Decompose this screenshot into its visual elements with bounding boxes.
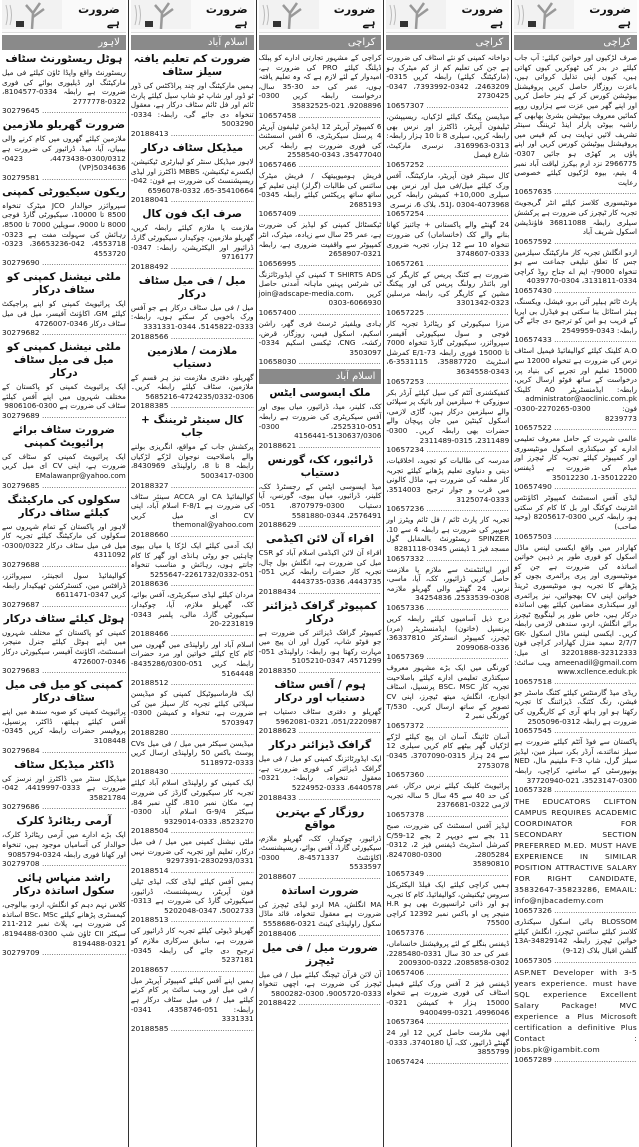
section-city-bar: لاہور xyxy=(2,35,126,50)
ad-body: کنفیکشنری آئٹم کی سیل کیلئے آرڈر بکر سوزوکی + سیلزمین اور بائیک پر سپلائی والے سیلزمین درکار ہیں، گاڑی لازمی، اسکول کینٹین میں جان پہچان والے حضرات بھی رابطہ کریں۔ 0300-2311489، 0315-2311489 xyxy=(386,387,510,445)
ad-body: میڈ ایسوسی ایٹس کے رجسٹرڈ کک، کلینر، ڈرائیور، میاں بیوی، گورنس، آیا دستیاب 0300-8707979، 051-2576491، 0344-5581880 xyxy=(258,481,382,520)
ad-code: 10657349 ..... xyxy=(386,869,509,879)
ad-body: تجربہ کار پارٹ ٹائم / فل ٹائم ویٹرز اور سویپر کی ضرورت ہے رابطہ 4 سے 10، SPINZER ریسٹورنٹ بالمقابل گول مسجد فیز 1 ڈیفنس 0345-8281118 xyxy=(386,515,510,553)
ad-code: 20188413 ..... xyxy=(131,129,254,139)
classified-ad xyxy=(2,759,126,813)
ad-code: 20188422 ..... xyxy=(259,998,382,1008)
ad-body: ابھی ملازمت حاصل کریں 12 اور 24 گھنٹے ڈرائیور، کک، آیا 3740180، 0333-3855799 xyxy=(386,1028,510,1057)
ad-body: ایک بڑے ادارے میں آرمی ریٹائرڈ کلرک، حوالدار کی آسامیاں موجود ہیں، تنخواہ اور کھانا فوری رابطہ 0324-9085794 xyxy=(2,830,126,859)
classified-ad xyxy=(514,543,637,687)
ad-body: کوالیفائیڈ CA اور ACCA سینئر سٹاف کی ضرورت ہے F-8/1 اسلام آباد، اپنی CV ای میل کریں themonal@yahoo.com xyxy=(130,491,254,530)
classified-ad xyxy=(386,821,509,879)
header-tree-icon xyxy=(386,0,446,33)
ad-heading: ملک ایسوسی ایٹس xyxy=(269,387,371,400)
ad-body: پرائیویٹ کلینک کیلئے نرس درکار، عمر کی حد 40 سے 45 سال 5 سالہ تجربہ لازمی 0322-2376681 xyxy=(386,781,510,810)
classified-ad xyxy=(131,640,254,688)
classified-ad xyxy=(386,456,509,514)
ad-code: 20188434 ..... xyxy=(259,587,382,597)
ad-code: 20188566 ..... xyxy=(131,332,254,342)
classified-ad xyxy=(386,515,509,563)
ad-code: 10657592 ..... xyxy=(514,237,637,247)
ad-body: پارٹ ٹائم ہیلپر آئی برو، فیشل، ویکسنگ، ہیئر اسٹائل بنا سکتی ہو فیڈرل بی ایریا کے قریب ہو اس کو ترجیح دی جائے گی رابطہ: 0343-2549959 xyxy=(514,297,637,335)
ad-body-english: THE EDUCATORS CLIFTON CAMPUS REQUIRES ACADEMIC COORDINATOR FOR SECONDARY SECTION PREFERRED M.ED. MUST HAVE EXPERIENCE IN SIMILAR POSITION ATTRACTIVE SALARY FOR RIGHT CANDIDATE, 35832647-35823286, EMAAIL: info@njbacademy.com xyxy=(514,797,637,906)
classified-ad xyxy=(2,613,126,676)
classified-ad xyxy=(2,815,126,869)
ad-body: آن لائن قرآن ٹیچنگ کیلئے میل / فی میل ٹیچرز کی ضرورت ہے، اچھی تنخواہ 0333-9005720، 0300-5800282 xyxy=(258,969,382,998)
section-city-bar: اسلام آباد xyxy=(131,35,254,50)
ad-code: 20188466 ..... xyxy=(131,629,254,639)
ad-body: کمپنی کو پاکستان کے مختلف شہروں میں اپنے ہوٹل کیلئے جنرل منیجر، اسسٹنٹ، اکاؤنٹ آفیسر، سیکیورٹی درکار 0346-4726007 xyxy=(2,627,126,666)
ad-code: 10657328 ..... xyxy=(514,785,637,795)
ad-code: 30279686 ..... xyxy=(2,802,126,812)
ad-body: کراچی کے مشہور تجارتی ادارے کو پبلک ڈیلنگ کیلئے PRO کی ضرورت ہے، امیدوار کے لئے لازم ہے کہ وہ تعلیم یافتہ ہوں، عمر کی حد 30-35 سال، درخواست رابطہ کریں 0300-9208896، 021-35832525 xyxy=(258,53,382,110)
classified-ad xyxy=(386,53,509,111)
column-header xyxy=(386,0,509,33)
ad-code: 10657261 ..... xyxy=(386,259,509,269)
classified-ad xyxy=(514,796,637,916)
classified-ad xyxy=(259,942,382,1009)
ad-code: 10657364 ..... xyxy=(386,1017,509,1027)
classified-ad xyxy=(514,737,637,795)
column-4 xyxy=(128,0,256,1147)
ad-body: لاہور میڈیکل سنٹر کو لیبارٹری ٹیکنیشن، ایکسرے ٹیکنیشن، MBBS ڈاکٹرز اور لیڈی ریسپشنسٹ کی ضرورت ہے فون: 042-35410664-65، 0332-6596078 xyxy=(130,156,254,195)
ad-body: میڈیسن سیکٹر میں میل / فی میل CVs پوسٹ باکس 50 راولپنڈی ارسال کریں 0333-5118972 xyxy=(130,738,254,767)
ad-body: ریسٹورنٹ واقع واپڈا ٹاؤن کیلئے فی میل مارکیٹنگ اور ڈیلیوری بوائے کی فوری ضرورت ہے رابطہ 0334-8104577، 0322-2777778 xyxy=(2,68,126,106)
ad-body-english: ASP.NET Developer with 3-5 years experience. must have SQL experience Excellent Salary Package! MVC experience a Plus Microsoft certification a definitive Plus Contact : jobs.pk@igambit.com xyxy=(514,967,637,1054)
ad-body: A.O کلینک کیلئے کوالیفائیڈ فیمیل اسٹاف نرس کی ضرورت ہے تنخواہ 12000 سے 15000 تعلیم اور تجربے کی بنیاد پر، درخواست کے ساتھ فوٹو ارسال کریں، رابطہ: ایڈمنسٹریٹر AO کلینک administrator@aoclinic.com.pk فون: 0300-2270265-0300-8239773 xyxy=(514,346,637,423)
ad-code: 10657360 ..... xyxy=(386,770,509,780)
ad-body: فریش ہومیوپیتھک / فریش میٹرک سائنس کی طالبات (گرلز) اپنی تعلیم کے ساتھ ساتھ پریکٹس کیلئے رابطہ 0345-2685193 xyxy=(258,170,382,209)
ad-heading: ڈاکٹر میڈیکل سٹاف xyxy=(14,758,114,771)
classified-ad xyxy=(386,112,509,170)
classified-ad xyxy=(259,53,382,121)
ad-code: 20188492 ..... xyxy=(131,262,254,272)
ad-body: کلاس نہم دہم کو انگلش، اردو، بیالوجی، کیمسٹری پڑھانے کیلئے BSc، MSc اساتذہ کی ضرورت ہے، پلاٹ نمبر 212-211 سیکٹر CII ٹاؤن شپ 0300-8194488، 0321-8194488 xyxy=(2,900,126,948)
classified-ad xyxy=(514,346,637,433)
ad-heading: ہوم / آفس سٹاف دستیاب اور درکار xyxy=(274,678,366,704)
classified-ad xyxy=(514,297,637,345)
classified-ad xyxy=(514,917,637,965)
ad-code: 10657400 ..... xyxy=(259,308,382,318)
ad-body: مدرسہ کی طالبات کو تجوید، اخلاقیات، دینی و دنیاوی تعلیم پڑھانے کیلئے تجربہ کار معلمہ کی ضرورت ہے، ماڈل کالونی میں قرب و جوار ترجیح 3514003، 0333-3125074 xyxy=(386,456,510,504)
classified-ad xyxy=(131,837,254,876)
classified-ad xyxy=(386,565,509,613)
ad-code: 10657236 ..... xyxy=(386,504,509,514)
ad-code: 30279684 ..... xyxy=(2,746,126,756)
ad-code: 10657254 ..... xyxy=(386,209,509,219)
ad-code: 10657490 ..... xyxy=(514,482,637,492)
ad-code: 30279683 ..... xyxy=(2,666,126,676)
ad-code: 20188512 ..... xyxy=(131,678,254,688)
ad-body: 24 گھنٹے والے پاکستانی + چائنیز کھانا بنانے والے کک (خانساماں) کی ضرورت تنخواہ 10 سے 12 ہزار، تجربہ ضروری 0333-3748607 xyxy=(386,220,510,259)
ad-heading: ضرورت کم تعلیم یافتہ سیلز سٹاف xyxy=(133,53,251,78)
ad-code: 20188430 ..... xyxy=(131,767,254,777)
column-2 xyxy=(383,0,511,1147)
classified-ad xyxy=(259,387,382,450)
ad-code: 10657378 ..... xyxy=(386,810,509,820)
ad-code: 30279690 ..... xyxy=(2,258,126,268)
ad-code: 10657376 ..... xyxy=(386,928,509,938)
ad-body: گھریلو، دفتری ملازمت نیز ہر قسم کے ملازمین، سٹاف کیلئے رابطہ کریں۔ 0306-4724235/0332-5685216 xyxy=(130,372,254,401)
classified-ad xyxy=(386,270,509,318)
ad-heading: ہوٹل کیلئے سٹاف درکار xyxy=(3,612,125,625)
classified-ad xyxy=(386,388,509,456)
column-header xyxy=(2,0,126,33)
classified-ad xyxy=(259,739,382,802)
ad-code: 10657305 ..... xyxy=(514,956,637,966)
ad-body: میڈیسن پیکنگ کیلئے لڑکیاں، ریسیپشن، ٹیلیفون آپریٹر، ڈاکٹرز اور نرس بھی رابطہ کریں، سیلری 8 تا 10 ہزار رابطہ: 0313-3169963، نرسری مارکیٹ، شارع فیصل xyxy=(386,111,510,160)
ad-body: ڈرائیور، چوکیدار، کک، گھریلو ملازم، سیکیورٹی گارڈ، آفس بوائے، ریسپشنسٹ، اکاؤنٹنٹ 4571337-8، 0300-5533597 xyxy=(258,833,382,872)
classified-ad xyxy=(131,275,254,342)
section-city-bar: کراچی xyxy=(514,35,637,50)
ad-body: 6 کمپیوٹر آپریٹر 12 ایڈمن ٹیلیفون آپریٹر 4 پرسنل سیکریٹری، 6 آفس اسسٹنٹ کی فوری ضرورت ہے رابطہ کریں 35477040، 0343-2558540 xyxy=(258,121,382,160)
classified-ad xyxy=(131,53,254,139)
header-wanted-label: ضرورت ہے xyxy=(78,3,120,29)
ad-body: ایک پرائیویٹ کمپنی کو پاکستان کے مختلف شہروں میں اپنے آفس کیلئے سٹاف کی ضرورت ہے 0300-9806106 xyxy=(2,382,126,411)
ad-code: 20188504 ..... xyxy=(131,826,254,836)
ad-body: میڈیکل سنٹر میں ڈاکٹرز اور نرسز کی ضرورت ہے 0333-4419997، 042-35821784 xyxy=(2,773,126,802)
ad-body: لاہور اور پاکستان کے تمام شہروں سے سکولوں کی مارکیٹنگ کیلئے تجربہ کار میل فی میل سٹاف درکار 0300/0322-4311092 xyxy=(2,521,126,560)
classified-ad xyxy=(514,688,637,736)
ad-heading: صرف ایک فون کال xyxy=(142,208,243,221)
header-tree-icon xyxy=(131,0,191,33)
ad-body: ٹیکسٹائل کمپنی کو لیڈیز کی ضرورت ہے، عمر 25 سال سے زیادہ، میٹرک، انٹر کمپیوٹر سے واقفیت ضروری ہے، رابطہ 0321-2658907 xyxy=(258,220,382,259)
ad-heading: میڈیکل سٹاف درکار xyxy=(141,141,244,154)
ad-heading: کمپیوٹر گرافک ڈیزائنر درکار xyxy=(263,599,377,625)
classified-ad xyxy=(2,341,126,421)
ad-code: 10657433 ..... xyxy=(514,335,637,345)
ad-body: سپروائزر حوالدار JCO میٹرک تنخواہ 8500 تا 10000، سیکیورٹی گارڈ فوجی 8000 تا 9000، سویلین 7000 تا 8500، رہائش کی سہولت مفت ہے 0323-4553718، 042-36653236، 0323-4553720 xyxy=(2,200,126,258)
classified-ad xyxy=(259,679,382,736)
ad-body: ملازمین کیلئے گھروں میں کام کرنے والی بیبیاں، آیا، میڈ، ڈرائیور کی ضرورت ہے 0300/0312-4473438، 0423-5034636(VP) xyxy=(2,134,126,173)
ad-code: 20188607 ..... xyxy=(259,872,382,882)
header-wanted-label: ضرورت ہے xyxy=(333,3,376,29)
ad-code: 30279708 ..... xyxy=(2,859,126,869)
header-wanted-label: ضرورت ہے xyxy=(205,3,248,29)
ad-body: ریڈی میڈ گارمنٹس کیلئے کٹنگ ماسٹر جو فیشن، رنگ کٹنگ، ڈیزائننگ کا تجربہ رکھتا ہو اور ہاتھ آری کے کاریگروں کی ضرورت ہے رابطہ 0312-2505096 xyxy=(514,687,637,726)
ad-code: 20188660 ..... xyxy=(131,530,254,540)
ad-code: 10657326 ..... xyxy=(514,906,637,916)
ad-body: ڈیفنس بنگلے کے لئے پروفیشنل خانساماں، عمر کی حد 30 سال 0331-2285480، 0302-2085858، 0322-2009300 xyxy=(386,938,510,968)
column-header xyxy=(514,0,637,33)
ad-code: 30279685 ..... xyxy=(2,481,126,491)
ad-body: عالمی شہرت کے حامل معروف تعلیمی ادارے کو سیکنڈری اسکول مونٹیسوری اور کمپیوٹر کیلئے تجربہ کار ٹیچرز اور میڈم کی ضرورت ہے ڈیفنس 35012220-1، 35012230 xyxy=(514,434,637,482)
classified-ad xyxy=(131,492,254,540)
classified-ad xyxy=(386,614,509,662)
ad-heading: اقراء آن لائن اکیڈمی xyxy=(266,533,374,546)
classified-ad xyxy=(259,806,382,882)
classified-ad xyxy=(131,590,254,638)
classified-ad xyxy=(386,939,509,978)
column-5 xyxy=(0,0,128,1147)
classified-ad xyxy=(259,220,382,268)
ad-heading: گرافک ڈیزائنر درکار xyxy=(268,739,372,752)
classified-ad xyxy=(131,778,254,836)
ad-body: میل / فی میل سٹاف درکار ہے جو آفس ورک باخوبی کر سکتے ہوں، رابطہ: 0333-5145822، 0344-3331331 xyxy=(130,302,254,331)
ad-body: کوالیفائیڈ سول انجینئر، سپروائزر، ڈرافٹس مین، کنسٹرکشن ٹھیکیدار رابطہ کریں 0347-6611471 xyxy=(2,571,126,600)
ad-body: درج ذیل آسامیوں کیلئے رابطہ کریں پرنسپل (خاتون) ایڈمنسٹریٹر (مرد) ٹیچرز، کمپیوٹر انسٹرکٹر 36337810، 0336-2099068 xyxy=(386,613,510,652)
header-wanted-label: ضرورت ہے xyxy=(589,3,631,29)
classified-ad xyxy=(259,533,382,596)
classified-ad xyxy=(514,493,637,541)
section-city-bar: کراچی xyxy=(386,35,509,50)
classified-ad xyxy=(386,979,509,1027)
ad-body: لیڈیز آفس اسسٹنٹ کی ضرورت، صبح 11 بجے سے دوپہر 2 بجے C/59-12 کمرشل اسٹریٹ ڈیفنس فیز 2، 0312-2805284، 0300-8247080، 35890810 xyxy=(386,821,510,869)
column-1 xyxy=(511,0,639,1147)
ad-code: 10657545 ..... xyxy=(514,726,637,736)
ad-body: مردان کیلئے لیڈی سیکریٹری، آفس بوائے، کک، گھریلو ملازم، آیا، چوکیدار، سیکیورٹی گارڈ، مالی، پلمبر 0343-2231819-20 xyxy=(130,590,254,629)
classified-ad xyxy=(514,434,637,492)
section-city-bar: اسلام آباد xyxy=(259,369,382,384)
ad-code: 30279682 ..... xyxy=(2,328,126,338)
ad-body: BLOSSOM ہائی اسکول سیکنڈری کلاسز کیلئے سائنس ٹیچرز، انگلش کیلئے خواتین ٹیچرز رابطہ 34829142-13A گلشن اقبال بلاک (12-9) xyxy=(514,917,637,955)
ad-body: T SHIRTS ADS کمپنی کی ایڈورٹائزنگ ٹی شرٹس پہنیں ماہانہ آمدنی حاصل کریں join@adscape-media.com، 0303-6066930 xyxy=(258,269,382,308)
ad-code: 10657253 ..... xyxy=(386,377,509,387)
ad-body: گھریلو و دفتری سٹاف دستیاب ہے 051/2220987، 0321-5962081 xyxy=(258,706,382,726)
ad-body: MA انگلش، MA اردو لیڈی ٹیچرز کی ضرورت ہے معقول تنخواہ، قائد ماڈل سکول راولپنڈی کینٹ 0321-5558686 xyxy=(258,899,382,929)
column-3 xyxy=(256,0,384,1147)
ad-body: اردو انگلش تجربہ کار مارکیٹنگ سیلزمین جس کا تعلق تبلیغی جماعت سے ہو تنخواہ 9000/- ایم اے جناح روڈ کراچی 0334-3131811، 0304-4039770 xyxy=(514,247,637,286)
ad-body: ایک کمپنی کو راولپنڈی اسلام آباد کیلئے تجربہ کار سیکیورٹی گارڈز کی ضرورت ہے، مکان نمبر 810، گلی نمبر 84، سیکٹر G-9/4 اسلام آباد 0300-8523270، 0333-9329014 xyxy=(130,778,254,826)
classified-ad xyxy=(131,541,254,589)
ad-heading: روزگار کے بہترین مواقع xyxy=(275,805,365,831)
ad-body: گھریلو ڈیوٹی کیلئے تجربہ کار ڈرائیور کی ضرورت ہے، سابق سرکاری ملازم کو ترجیح دی جائے گی رابطہ 0345-5237181 xyxy=(130,926,254,965)
classified-ad xyxy=(386,663,509,731)
ad-heading: کمپنی کو میل فی میل سٹاف درکار xyxy=(5,679,123,705)
ad-body: انور ایپائنٹمنٹ سے ملازم یا ملازمت حاصل کریں ڈرائیور، کک، آیا، ماسی، نرس، 24 گھنٹے والی گھریلو ملازمہ 0308-2533539، 34254836 xyxy=(386,564,510,603)
classified-ad xyxy=(386,171,509,219)
ad-code: 30279709 ..... xyxy=(2,948,126,958)
ad-body: پرائیویٹ کمپنی کو صوبہ سندھ میں اپنے آفس کیلئے ہیلتھ، ڈاکٹر، پرنسپل، پروفیسر حضرات رابطہ کریں 0345-3108448 xyxy=(2,707,126,745)
ad-heading: ملازمت / ملازمین دستیاب xyxy=(147,344,238,370)
ad-body: پرکشش جاب کے مواقع، انگریزی بولنے والے باصلاحیت نوجوان لڑکے لڑکیاں رابطہ 8 تا 8، راولپنڈی 8430969، 0300-5003417 xyxy=(130,442,254,481)
ad-code: 10657234 ..... xyxy=(386,445,509,455)
ad-code: 20188514 ..... xyxy=(131,866,254,876)
ad-body: ایک پرائیویٹ کمپنی کو سٹاف کی ضرورت ہے، اپنی CV ای میل کریں EMalawanpr@yahoo.com xyxy=(2,451,126,481)
ad-code: 10657518 ..... xyxy=(514,677,637,687)
ad-body: کک، کلینر، میڈ، ڈرائیور، میاں بیوی اور آفس سیکریٹری کی ضرورت ہے رابطہ 051-2525310، 0300-5130637/0306-4156441 xyxy=(258,402,382,441)
ad-body: کال سینٹر فون آپریٹر، مارکیٹنگ، آفس ورک کیلئے میل/فی میل اور نرس بھی سیلری 10,000+ کمیشن رابطہ کریں 51J، 0304-4073968، بلاک 6، نرسری xyxy=(386,170,510,209)
classified-ad xyxy=(259,171,382,219)
ad-body: مرزا سیکیورٹی کو ریٹائرڈ تجربہ کار فوجی و سول سیکیورٹی آفیسر، سپروائزر، سیکیورٹی گارڈ تنخواہ 7000 تا 15000 فوری رابطہ E/1-73 کمرشل اسٹریٹ 35887720، 3531115-6، 0343-3634558 xyxy=(386,319,510,377)
classified-ad xyxy=(2,571,126,610)
ad-code: 30279645 ..... xyxy=(2,106,126,116)
ad-body: آسان ٹائپنگ آسان ان پیج کیلئے لڑکے لڑکیاں گھر بیٹھے کام کریں سیلری 12 سے 24 ہزار 0315-3707090، 0345-2753078 xyxy=(386,731,510,770)
ad-body: ہمیں کراچی کیلئے ایک فیلڈ الیکٹریکل سروس ٹیکنیشن، کوالیفائیڈ، کام کا تجربہ ہو اور ذاتی ٹرانسپورٹ بھی ہو H.R منیجر پی او باکس نمبر 12392 کراچی 75500 xyxy=(386,879,510,928)
ad-code: 10657424 ..... xyxy=(386,1057,509,1067)
ad-heading: کال سینٹر ٹریننگ + جاب xyxy=(141,414,244,440)
classified-ad xyxy=(386,319,509,387)
ad-heading: آرمی ریٹائرڈ کلرک xyxy=(16,815,112,828)
header-tree-icon xyxy=(514,0,574,33)
ad-code: 10656995 ..... xyxy=(259,259,382,269)
ad-body: اقراء آن لائن اکیڈمی اسلام آباد کو CSR میل کی ضرورت ہے، انگلش بول چال، تجربہ کار حضرات رابطہ کریں 051-4443735، 0336-4443735 xyxy=(258,548,382,586)
ad-code: 30279687 ..... xyxy=(2,600,126,610)
classified-ad xyxy=(2,872,126,958)
ad-code: 20188433 ..... xyxy=(259,793,382,803)
header-tree-icon xyxy=(259,0,319,33)
ad-body: ہمیں آفس کیلئے لیڈی کک، لیڈی ٹیلی فون آپریٹر، ریسپشنسٹ، ڈرائیور، سیکیورٹی گارڈ کی ضرورت ہے 0313-5002733، 0347-5202048 xyxy=(130,877,254,915)
classified-ad xyxy=(514,967,637,1065)
classified-ad xyxy=(259,270,382,318)
classified-ad xyxy=(386,880,509,938)
ad-code: 10657332 ..... xyxy=(386,554,509,564)
ad-code: 10657336 ..... xyxy=(386,603,509,613)
ad-code: 30279581 ..... xyxy=(2,173,126,183)
classified-ad xyxy=(386,781,509,820)
ad-body: ڈیفنس فیز 2 آفس ورک کیلئے فیمیل اسٹاف کی فوری ضرورت ہے تنخواہ 15000 ہزار + کمیشن 0321-4996046، 0321-9400499 xyxy=(386,978,510,1017)
ad-code: 20188636 ..... xyxy=(131,579,254,589)
ad-code: 10657466 ..... xyxy=(259,160,382,170)
classified-ad xyxy=(131,976,254,1034)
ad-code: 10657369 ..... xyxy=(386,652,509,662)
ad-body: کمپیوٹر گرافک ڈیزائنر کی ضرورت ہے جو فوٹو شاپ، کورل اور ان پیج میں مہارت رکھتا ہو، رابطہ: راولپنڈی 051-4571299، 0347-5105210 xyxy=(258,627,382,666)
ad-body: ضرورت ہے کٹنگ پریس کے کاریگر کی اور بائنڈر رولنگ پریس کی اور پیکنگ مشین کے کاریگر کی، رابطہ مرسلین 0323-3301342 xyxy=(386,269,510,308)
ad-code: 10657252 ..... xyxy=(386,160,509,170)
ad-body: اسلام آباد اور راولپنڈی میں گھروں میں کام کاج کیلئے خواتین اور مرد حضرات رابطہ کریں 051-8435286/0300-5164448 xyxy=(130,639,254,678)
ad-code: 20188621 ..... xyxy=(259,441,382,451)
classified-ad xyxy=(259,600,382,676)
ad-code: 30279689 ..... xyxy=(2,411,126,421)
ad-heading: ضرورت اساتذہ xyxy=(281,884,359,897)
classified-ad xyxy=(514,248,637,296)
column-header xyxy=(259,0,382,33)
ad-code: 20188629 ..... xyxy=(259,520,382,530)
ad-code: 20188280 ..... xyxy=(131,728,254,738)
ad-code: 20188041 ..... xyxy=(131,195,254,205)
ad-heading: میل / فی میل سٹاف درکار xyxy=(138,274,246,300)
classified-ad xyxy=(386,1028,509,1067)
ad-body: ایک ایڈورٹائزنگ کمپنی کو میل / فی میل گرافک ڈیزائنر کی فوری ضرورت ہے، معقول تنخواہ، رابطہ: 0321-6440578، 0333-5224952 xyxy=(258,754,382,792)
ad-code: 10657458 ..... xyxy=(259,111,382,121)
ad-body: ہادی ویلفیئر ٹرسٹ فری گھر، راشن اسکیم، اسکول فیس، روزگار، قرض، رکشہ، CNG، ٹیکسی اسکیم 0334-3503097 xyxy=(258,319,382,357)
ad-body: ایک پرائیویٹ کمپنی کو اپنے پراجیکٹ کیلئے GM، اکاؤنٹ آفیسر، میل فی میل سٹاف درکار 0346-4726007 xyxy=(2,299,126,328)
ad-body: کھارادر میں واقع ایکسی لینس ماڈل اسکول کو فوری طور پر ذہین خواتین اساتذہ کی ضرورت ہے جن کو مونٹیسوری اور پری پرائمری بچوں کو پڑھانے کا تجربہ ہو، مونٹیسوری ٹرینڈ خواتین اپنی CV بھجوائیں، نیز پرائمری اور سیکنڈری مضامین کیلئے بھی اساتذہ درکار ہیں، خاص طور پر لینگویج ٹیچرز برائے انگلش، اردو، سندھی لازمی رابطہ کریں۔ ایکسی لینس ماڈل اسکول GK-2/7/7 سعید منزل کھارادر کراچی فون 32312333-32201888 ای میل: ameenadil@gmail.com ویب سائٹ: www.xcllence.eduk.pk xyxy=(514,542,637,677)
ad-body: صرف لڑکیوں اور خواتین کیلئے: آپ جاب کیلئے در بدر کی ٹھوکریں کیوں کھاتی ہیں، کیوں اپنی تذلیل کرواتی ہیں، باعزت روزگار حاصل کریں پروفیشنل بیوٹیشن کورس کر کے ہنر حاصل کریں اور اپنے گھر میں عزت سے ہزاروں روپے کمائیں معروف بیوٹیشن بشریٰ بھابھی کے راشیہ بیوٹی پارلر اینڈ ٹریننگ سینٹر تشریف لائیں نہایت ہی کم فیس میں پروفیشنل بیوٹیشن کورس کریں اور اپنے پاؤں پر کھڑی ہو جائیں 0307-2966775 نزد ارم بیکرز لیاقت آباد نمبر 4 یتیم، بیوہ لڑکیوں کیلئے خصوصی رعایت xyxy=(514,53,637,187)
ad-body: ایک فارماسیوٹیکل کمپنی کو میڈیسن سپلائی کیلئے تجربہ کار سیلز مین کی ضرورت ہے، تنخواہ و کمیشن 0300-5703947 xyxy=(130,689,254,727)
classified-ad xyxy=(386,732,509,780)
ad-body: ملٹی نیشنل کمپنی میں میل / فی میل درکار، تعلیم اور تجربہ کی ضرورت نہیں 2830293/0331-9297391 xyxy=(130,837,254,866)
ad-body: مونٹیسوری کلاسز کیلئے انٹر گریجویٹ تجربہ کار ٹیچرز کی ضرورت ہے پرکشش سیلری رابطہ 36811088 فاؤنڈیشن اسکول شریف آباد xyxy=(514,198,637,237)
ad-code: 10657406 ..... xyxy=(386,968,509,978)
classified-ad xyxy=(2,271,126,338)
ad-code: 20188327 ..... xyxy=(131,481,254,491)
classified-ad xyxy=(259,319,382,367)
ad-body: کورنگی میں ایک بڑے مشہور معروف سیکنڈری تعلیمی ادارے کیلئے باصلاحیت تجربہ کار BSC، MSC پرنسپل، اسٹاف انچارج، انگلش، میتھ ٹیچرز، اپنی CV تصویر کے ساتھ ارسال کریں۔ T/530 کورنگی نمبر 2 xyxy=(386,663,510,721)
classified-ad xyxy=(131,877,254,925)
classified-ad xyxy=(259,454,382,530)
ad-code: 10657307 ..... xyxy=(386,101,509,111)
ad-body: ہمیں اپنے آفس کیلئے کمپیوٹر آپریٹر میل / فی میل اور ویب سائٹ پر کام کرنے کیلئے میل / فی میل سٹاف درکار ہے رابطہ: 051-4358746، 0341-3331331 xyxy=(130,975,254,1024)
ad-body: پاکستان سے فوڈ آئٹم کیلئے ضرورت ہے سیلز نمائندے، آرڈر بکر، سیلز مین، لیڈیز سیلز گرل، شاپ F-3 ملینیم مال، NED یونیورسٹی کے سامنے، کراچی، رابطہ 0300-3523147، 021-37720940 xyxy=(514,737,637,785)
ad-heading: ڈرائیور، کک، گورنس دستیاب xyxy=(267,453,373,479)
classified-ad xyxy=(131,345,254,412)
ad-heading: ملٹی نیشنل کمپنی کو میل فی میل سٹاف درکار xyxy=(6,341,122,380)
classified-ad xyxy=(259,122,382,170)
ad-code: 20188585 ..... xyxy=(131,1024,254,1034)
ad-code: 10658030 ..... xyxy=(259,357,382,367)
classified-ad xyxy=(514,198,637,246)
ad-heading: ملٹی نیشنل کمپنی کو سٹاف درکار xyxy=(6,271,122,297)
ad-code: 10657225 ..... xyxy=(386,308,509,318)
classified-ad xyxy=(131,208,254,271)
ad-heading: ضرورت سٹاف برائے پرائیویٹ کمپنی xyxy=(12,423,115,449)
ad-body: ہمیں مارکیٹنگ اور چند پراڈکٹس کی ڈور ٹو ڈور اور شاپ ٹو شاپ سیل کیلئے پارٹ ٹائم اور فل ٹائم سٹاف درکار ہے، معقول تنخواہ دی جائے گی، رابطہ: 0334-5003290 xyxy=(130,81,254,129)
classified-ad xyxy=(131,142,254,205)
ad-code: 20188406 ..... xyxy=(259,929,382,939)
ad-code: 20188513 ..... xyxy=(131,915,254,925)
classified-ad xyxy=(2,119,126,182)
classified-ad xyxy=(2,679,126,755)
ad-code: 10657289 ..... xyxy=(514,1055,637,1065)
ad-heading: سکولوں کی مارکیٹنگ کیلئے سٹاف درکار xyxy=(7,493,121,519)
ad-code: 30279688 ..... xyxy=(2,560,126,570)
header-tree-icon xyxy=(2,0,62,33)
ad-heading: ہوٹل ریسٹورنٹ سٹاف xyxy=(5,53,123,65)
section-city-bar: کراچی xyxy=(259,35,382,50)
ad-body: لیڈی آفس اسسٹنٹ کمپیوٹر اکاؤنٹس انٹرنیٹ کوکنگ اور بل کا کام کر سکتی ہو، رابطہ کریں 0300-8205617 (وحید صاحب) xyxy=(514,493,637,531)
ad-heading: ریکون سیکیورٹی کمپنی xyxy=(2,185,126,198)
ad-code: 20188350 ..... xyxy=(259,666,382,676)
classified-ad xyxy=(131,926,254,974)
classified-ad xyxy=(514,53,637,197)
classified-ad xyxy=(131,689,254,737)
ad-heading: راشد منہاس ہائی سکول اساتذہ درکار xyxy=(13,872,115,898)
ad-code: 10657635 ..... xyxy=(514,187,637,197)
classified-ad xyxy=(2,494,126,570)
ad-code: 10657503 ..... xyxy=(514,532,637,542)
ad-heading: ضرورت میل / فی میل ٹیچرز xyxy=(261,941,379,967)
ad-body: ملازمت یا ملازم کیلئے رابطہ کریں، گھریلو ملازمین، چوکیدار، سیکیورٹی گارڈ، ڈرائیور اور الیکٹریشن، رابطہ: 0347-9716177 xyxy=(130,223,254,262)
ad-code: 10657430 ..... xyxy=(514,286,637,296)
ad-body: ایک آدمی کیلئے ایک لڑکا یا میاں بیوی چاہئیں جو روٹی ہانڈی اور گھر کا کام جانتے ہوں، رہائش و مناسب تنخواہ 051-2261732/0332-5255647 xyxy=(130,541,254,579)
ad-code: 10657372 ..... xyxy=(386,721,509,731)
ad-code: 20188623 ..... xyxy=(259,726,382,736)
ad-heading: ضرورت گھریلو ملازمین xyxy=(2,119,126,132)
classified-ad xyxy=(2,53,126,116)
classified-ad xyxy=(259,885,382,939)
classified-ad xyxy=(131,414,254,490)
ad-code: 10657409 ..... xyxy=(259,209,382,219)
column-header xyxy=(131,0,254,33)
classified-ad xyxy=(2,186,126,269)
ad-code: 20188657 ..... xyxy=(131,965,254,975)
ad-code: 20188385 ..... xyxy=(131,401,254,411)
ad-body: دواخانہ کمپنی کو نئے اسٹاف کی ضرورت ہے جن کی تعلیم کم از کم میٹرک ہو (مارکیٹنگ کیلئے) رابطہ کریں 0315-2463209، 0342-7393992، 0347-2730425 xyxy=(386,53,510,101)
header-wanted-label: ضرورت ہے xyxy=(461,3,504,29)
classified-ad xyxy=(386,220,509,268)
classified-ad xyxy=(2,424,126,491)
ad-code: 10657522 ..... xyxy=(514,423,637,433)
classified-ad xyxy=(131,739,254,778)
